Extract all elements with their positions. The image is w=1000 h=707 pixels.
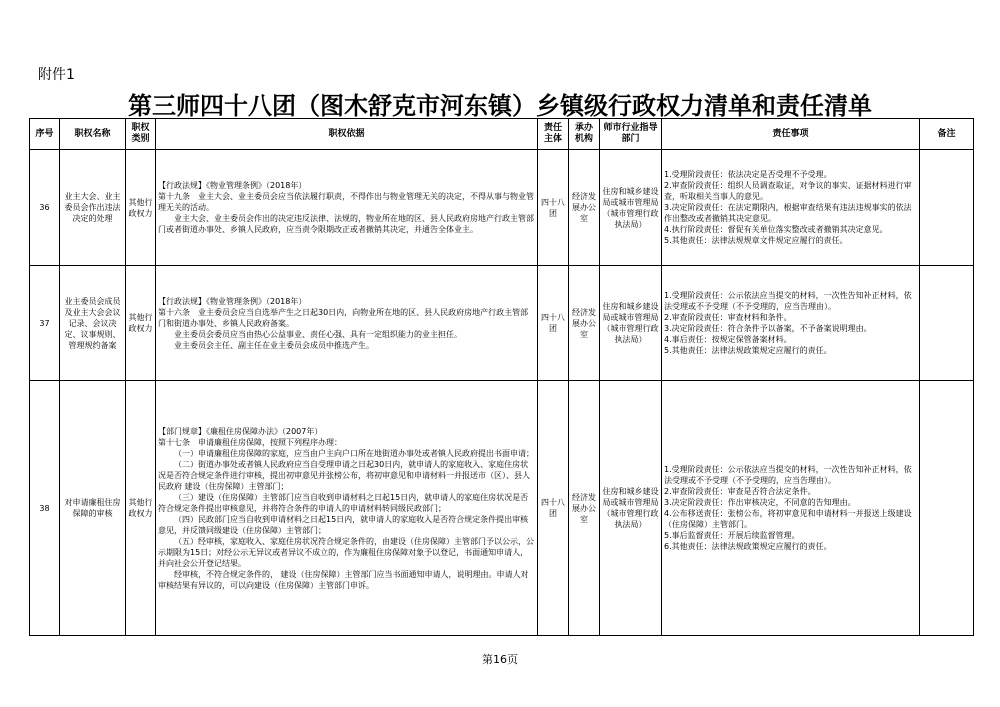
- row-basis: [156, 266, 538, 381]
- basis-line: （四）民政部门应当自收到申请材料之日起15日内，就申请人的家庭收入是否符合规定条件提出审核意见，并反馈同级建设（住房保障）主管部门；: [158, 514, 529, 535]
- basis-line: 【行政法规】《物业管理条例》（2018年）: [158, 181, 307, 190]
- basis-line: （一）申请廉租住房保障的家庭，应当由户主向户口所在地街道办事处或者镇人民政府提出书面申请；: [174, 448, 534, 458]
- duty-line: 1.受理阶段责任：依法决定是否受理不予受理。: [664, 170, 832, 179]
- row-guide: 住房和城乡建设局或城市管理局（城市管理行政执法局）: [600, 381, 662, 636]
- basis-line: 业主大会、业主委员会作出的决定违反法律、法规的，物业所在地的区、县人民政府房地产行政主管部门或者街道办事处、乡镇人民政府，应当责令限期改正或者撤销其决定，并通告全体业主。: [158, 214, 534, 234]
- basis-line: （二）街道办事处或者镇人民政府应当自受理申请之日起30日内，就申请人的家庭收入、家庭住房状况是否符合规定条件进行审核，提出初审意见并张榜公布，将初审意见和申请材料一并报送市（区）、县人民政府 建设（住房保障）主管部门；: [158, 459, 530, 491]
- row-seq: 36: [30, 150, 60, 266]
- duty-line: 3.决定阶段责任：在法定期限内，根据审查结果有违法违规事实的依法作出整改或者撤销其决定意见。: [664, 203, 912, 223]
- duty-line: 3.决定阶段责任：作出审核决定，不同意的告知理由。: [664, 498, 856, 507]
- header-seq: 序号: [30, 119, 60, 150]
- duty-line: 5.其他责任：法律法规政策规定应履行的责任。: [664, 346, 832, 355]
- page-title: 第三师四十八团（图木舒克市河东镇）乡镇级行政权力清单和责任清单: [128, 91, 872, 120]
- basis-line: 【行政法规】《物业管理条例》（2018年）: [158, 296, 307, 306]
- row-subject: 四十八团: [538, 381, 569, 636]
- duty-line: 1.受理阶段责任：公示依法应当提交的材料，一次性告知补正材料，依法受理或不予受理（不予受理的，应当告理由）。: [664, 465, 912, 485]
- basis-line: 经审核，不符合规定条件的， 建设（住房保障）主管部门应当书面通知申请人，说明理由。申请人对审核结果有异议的，可以向建设（住房保障）主管部门申诉。: [158, 569, 529, 590]
- basis-line: （五）经审核，家庭收入、家庭住房状况符合规定条件的，由建设（住房保障）主管部门予以公示，公示期限为15日；对经公示无异议或者异议不成立的，作为廉租住房保障对象予以登记，书面通知申请人，并向社会公开登记结果。: [158, 536, 534, 568]
- row-basis: [156, 381, 538, 636]
- header-name: 职权名称: [60, 119, 126, 150]
- header-category: 职权类别: [126, 119, 156, 150]
- row-remarks: [920, 381, 974, 636]
- row-category: 其他行政权力: [126, 150, 156, 266]
- basis-line: 第十七条 申请廉租住房保障，按照下列程序办理：: [158, 437, 342, 447]
- basis-line: 【部门规章】《廉租住房保障办法》（2007年）: [158, 426, 323, 436]
- header-remarks: 备注: [920, 119, 974, 150]
- basis-line: （三）建设（住房保障）主管部门应当自收到申请材料之日起15日内，就申请人的家庭住房状况是否符合规定条件提出审核意见，并将符合条件的申请人的申请材料转同级民政部门；: [158, 492, 529, 513]
- row-duties: [662, 381, 920, 636]
- row-name: 业主大会、业主委员会作出违法决定的处理: [60, 150, 126, 266]
- row-subject: 四十八团: [538, 150, 569, 266]
- table-header-row: [30, 119, 974, 150]
- row-category: 其他行政权力: [126, 266, 156, 381]
- page-number: 第16页: [482, 653, 518, 666]
- row-remarks: [920, 266, 974, 381]
- duty-line: 3.决定阶段责任：符合条件予以备案，不予备案说明理由。: [664, 324, 872, 333]
- duty-line: 1.受理阶段责任：公示依法应当提交的材料，一次性告知补正材料，依法受理或不予受理（不予受理的，应当告理由）。: [664, 291, 912, 311]
- basis-line: 业主委员会主任、副主任在业主委员会成员中推选产生。: [174, 340, 374, 350]
- basis-line: 第十九条 业主大会、业主委员会应当依法履行职责，不得作出与物业管理无关的决定，不得从事与物业管理无关的活动。: [158, 192, 534, 212]
- row-seq: 37: [30, 266, 60, 381]
- table-row: [30, 266, 974, 381]
- row-agency: 经济发展办公室: [569, 381, 600, 636]
- row-basis: [156, 150, 538, 266]
- row-subject: 四十八团: [538, 266, 569, 381]
- row-duties: [662, 150, 920, 266]
- attachment-label: 附件1: [38, 67, 75, 83]
- header-basis: 职权依据: [156, 119, 538, 150]
- header-subject: 责任主体: [538, 119, 569, 150]
- row-agency: 经济发展办公室: [569, 266, 600, 381]
- duty-line: 4.执行阶段责任：督促有关单位落实整改或者撤销其决定意见。: [664, 225, 888, 234]
- basis-line: 业主委员会委员应当由热心公益事业、责任心强、具有一定组织能力的业主担任。: [174, 329, 462, 339]
- duty-line: 2.审查阶段责任：审查是否符合法定条件。: [664, 487, 816, 496]
- table-row: [30, 381, 974, 636]
- header-duties: 责任事项: [662, 119, 920, 150]
- table-row: [30, 150, 974, 266]
- row-agency: 经济发展办公室: [569, 150, 600, 266]
- duty-line: 4.公布移送责任：张榜公布，将初审意见和申请材料一并报送上级建设（住房保障）主管部门。: [664, 509, 912, 529]
- row-duties: [662, 266, 920, 381]
- row-category: 其他行政权力: [126, 381, 156, 636]
- duty-line: 5.事后监督责任：开展后续监督管理。: [664, 531, 800, 540]
- header-guide: 师市行业指导部门: [600, 119, 662, 150]
- row-seq: 38: [30, 381, 60, 636]
- duty-line: 2.审查阶段责任：审查材料和条件。: [664, 313, 792, 322]
- row-guide: 住房和城乡建设局或城市管理局（城市管理行政执法局）: [600, 266, 662, 381]
- duty-line: 2.审查阶段责任：组织人员调查取证，对争议的事实、证据材料进行审查，听取相关当事人的意见。: [664, 181, 912, 201]
- row-name: 对申请廉租住房保障的审核: [60, 381, 126, 636]
- row-name: 业主委员会成员及业主大会会议记录、会议决定、议事规则、管理规约备案: [60, 266, 126, 381]
- row-guide: 住房和城乡建设局或城市管理局（城市管理行政执法局）: [600, 150, 662, 266]
- row-remarks: [920, 150, 974, 266]
- header-agency: 承办机构: [569, 119, 600, 150]
- duty-line: 6.其他责任：法律法规政策规定应履行的责任。: [664, 542, 832, 551]
- power-responsibility-table: [29, 118, 974, 636]
- duty-line: 5.其他责任：法律法规规章文件规定应履行的责任。: [664, 236, 848, 245]
- basis-line: 第十六条 业主委员会应当自选举产生之日起30日内，向物业所在地的区、县人民政府房地产行政主管部门和街道办事处、乡镇人民政府备案。: [158, 307, 529, 328]
- duty-line: 4.事后责任：按规定保管备案材料。: [664, 335, 792, 344]
